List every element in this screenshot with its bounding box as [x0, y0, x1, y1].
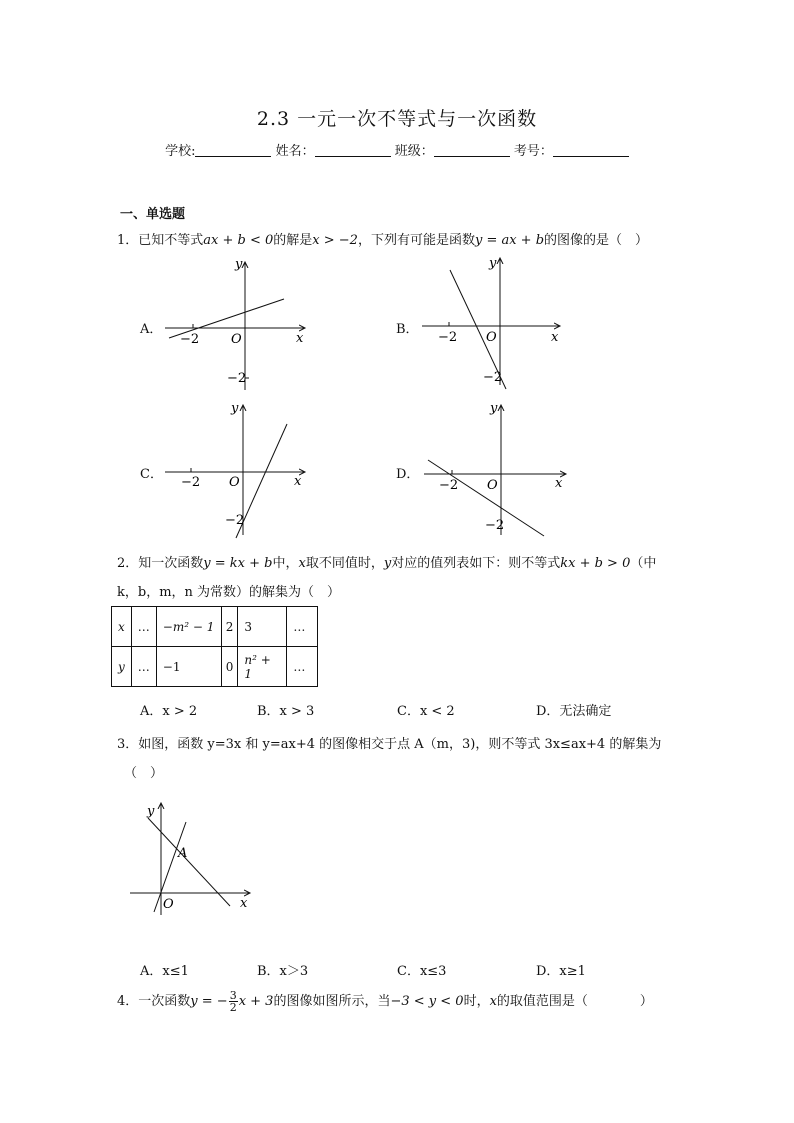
q3-x-label: x — [240, 896, 248, 911]
graph-b-neg2-y: −2 — [483, 370, 503, 385]
q1-text-c: ，下列有可能是函数 — [357, 233, 475, 248]
q1-solution: x > −2 — [312, 233, 358, 248]
q2-function: y = kx + b — [203, 556, 273, 571]
q4-text-e: 的取值范围是（ ） — [496, 994, 653, 1009]
graph-d-x-label: x — [555, 476, 563, 491]
q3-graph — [130, 803, 250, 915]
q2-text-d: 取不同值时， — [305, 556, 384, 571]
graph-c-x-label: x — [294, 474, 302, 489]
table-cell: y — [112, 647, 132, 687]
graph-d — [424, 401, 566, 536]
graph-a-x-label: x — [296, 331, 304, 346]
graph-d-neg2-y: −2 — [485, 518, 505, 533]
q3-option-a: A．x≤1 — [140, 964, 189, 979]
q4-fraction — [229, 990, 238, 1013]
q1-text-d: 的图像的是（ ） — [544, 233, 649, 248]
name-label: 姓名： — [275, 144, 315, 159]
value-table — [111, 606, 318, 687]
question-3-line-1: 3．如图，函数 y=3x 和 y=ax+4 的图像相交于点 A（m，3)，则不等式 3x≤ax+4 的解集为 — [117, 737, 662, 752]
school-label: 学校: — [165, 144, 196, 159]
q4-frac-den: 2 — [229, 1001, 237, 1014]
graph-a-y-label: y — [235, 257, 243, 272]
q2-option-d: D．无法确定 — [536, 704, 612, 719]
graph-b — [422, 256, 560, 389]
q1-function: y = ax + b — [474, 233, 545, 248]
graph-c — [165, 401, 305, 538]
q1-text-b: 的解是 — [273, 233, 313, 248]
q2-text-a: 2．知一次函数 — [117, 556, 204, 571]
q2-text-g: （中 — [630, 556, 657, 571]
q1-option-b-label: B． — [396, 322, 419, 337]
table-cell: … — [287, 647, 318, 687]
q3-origin: O — [163, 897, 174, 912]
q4-text-b: 的图像如图所示，当 — [273, 994, 391, 1009]
table-cell: … — [287, 607, 318, 647]
graph-c-neg2-y: −2 — [225, 513, 245, 528]
table-cell: −m² − 1 — [156, 607, 221, 647]
exam-label: 考号： — [513, 144, 553, 159]
q2-text-b: 中， — [272, 556, 299, 571]
table-cell: … — [131, 607, 156, 647]
q2-var-x: x — [298, 556, 306, 571]
table-cell: 2 — [221, 607, 238, 647]
table-cell: −1 — [156, 647, 221, 687]
question-2-line-1 — [117, 552, 656, 571]
q3-option-d: D．x≥1 — [536, 964, 586, 979]
q1-option-d-label: D． — [396, 467, 420, 482]
graph-c-neg2-x: −2 — [181, 475, 201, 490]
graph-d-origin: O — [487, 478, 498, 493]
section-title: 一、单选题 — [120, 207, 186, 222]
graph-a-neg2-y: −2 — [227, 371, 247, 386]
q3-y-label: y — [147, 804, 155, 819]
q3-point-a: A — [178, 846, 188, 861]
page-title: 2.3 一元一次不等式与一次函数 — [256, 108, 538, 130]
graph-c-origin: O — [229, 475, 240, 490]
q2-option-a: A．x > 2 — [140, 704, 198, 719]
table-cell: n² + 1 — [238, 647, 287, 687]
question-4-stem — [117, 990, 653, 1013]
table-row — [112, 607, 318, 647]
q2-var-y: y — [383, 556, 392, 571]
graph-b-neg2-x: −2 — [438, 330, 458, 345]
q1-option-a-label: A． — [140, 322, 163, 337]
graph-a-origin: O — [231, 332, 242, 347]
graph-b-x-label: x — [551, 330, 559, 345]
graph-a-neg2-x: −2 — [180, 332, 200, 347]
graph-d-neg2-x: −2 — [439, 478, 459, 493]
q1-inequality: ax + b < 0 — [203, 233, 274, 248]
table-cell: 3 — [238, 607, 287, 647]
graph-b-y-label: y — [489, 256, 497, 271]
q4-condition: −3 < y < 0 — [390, 994, 464, 1009]
q4-text-a: 4．一次函数 — [117, 994, 191, 1009]
q3-option-b: B．x＞3 — [257, 964, 309, 979]
graph-d-y-label: y — [490, 401, 498, 416]
q4-func-right: x + 3 — [238, 994, 274, 1009]
graph-c-y-label: y — [231, 401, 239, 416]
q2-option-b: B．x > 3 — [257, 704, 315, 719]
q3-option-c: C．x≤3 — [397, 964, 447, 979]
table-row — [112, 647, 318, 687]
graph-b-origin: O — [486, 330, 497, 345]
question-2-line-2: k，b，m，n 为常数）的解集为（ ） — [117, 585, 341, 600]
q4-func-left: y = − — [190, 994, 228, 1009]
q4-text-c: 时， — [463, 994, 490, 1009]
q1-text-a: 1．已知不等式 — [117, 233, 204, 248]
q2-text-f: 对应的值列表如下：则不等式 — [391, 556, 561, 571]
q2-option-c: C．x < 2 — [397, 704, 455, 719]
q4-var-x: x — [489, 994, 497, 1009]
table-cell: 0 — [221, 647, 238, 687]
q2-inequality: kx + b > 0 — [560, 556, 631, 571]
class-label: 班级： — [394, 144, 434, 159]
question-3-line-2: （ ） — [124, 766, 164, 781]
table-cell: x — [112, 607, 132, 647]
q4-frac-num: 3 — [229, 989, 237, 1002]
q1-option-c-label: C． — [140, 467, 163, 482]
table-cell: … — [131, 647, 156, 687]
graph-a — [165, 257, 305, 390]
